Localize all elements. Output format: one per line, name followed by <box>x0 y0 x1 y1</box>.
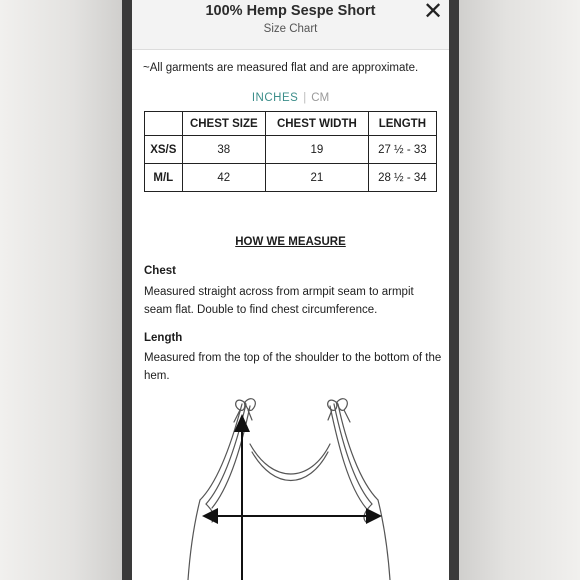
modal-header <box>132 0 449 50</box>
garment-measure-diagram <box>132 392 449 580</box>
table-header-length: LENGTH <box>368 112 436 136</box>
neckline <box>250 444 330 474</box>
right-side <box>378 500 390 580</box>
chest-width-value: 19 <box>266 136 369 164</box>
left-side <box>188 500 200 580</box>
table-header-blank <box>145 112 183 136</box>
size-label: XS/S <box>145 136 183 164</box>
phone-frame-left <box>122 0 132 580</box>
unit-separator: | <box>303 92 307 104</box>
table-row <box>145 164 437 192</box>
size-chart-modal <box>132 0 449 580</box>
table-header-row <box>145 112 437 136</box>
right-bow <box>328 400 337 410</box>
length-value: 27 ½ - 33 <box>368 136 436 164</box>
table-header-chest-size: CHEST SIZE <box>182 112 265 136</box>
modal-subtitle: Size Chart <box>263 23 318 35</box>
table-row <box>145 136 437 164</box>
size-label: M/L <box>145 164 183 192</box>
size-table <box>144 111 437 192</box>
unit-inches-tab[interactable]: INCHES <box>251 92 299 104</box>
modal-title: 100% Hemp Sespe Short <box>205 3 376 19</box>
phone-frame-right <box>449 0 459 580</box>
chest-heading: Chest <box>144 265 176 277</box>
chest-size-value: 42 <box>182 164 265 192</box>
chest-width-value: 21 <box>266 164 369 192</box>
table-header-chest-width: CHEST WIDTH <box>266 112 369 136</box>
chest-arrowhead-right <box>366 508 382 524</box>
chest-size-value: 38 <box>182 136 265 164</box>
measurement-note: ~All garments are measured flat and are approximate. <box>143 62 419 74</box>
chest-description: Measured straight across from armpit seam to armpit seam flat. Double to find chest circumference. <box>144 286 414 316</box>
background-right <box>458 0 580 580</box>
close-icon[interactable]: ✕ <box>422 0 444 25</box>
length-heading: Length <box>144 332 183 344</box>
unit-toggle <box>132 92 449 104</box>
right-strap <box>338 404 378 500</box>
background-left <box>0 0 122 580</box>
how-we-measure-heading: HOW WE MEASURE <box>235 236 346 248</box>
length-description: Measured from the top of the shoulder to the bottom of the hem. <box>144 352 442 382</box>
length-value: 28 ½ - 34 <box>368 164 436 192</box>
unit-cm-tab[interactable]: CM <box>311 92 330 104</box>
chest-arrowhead-left <box>202 508 218 524</box>
